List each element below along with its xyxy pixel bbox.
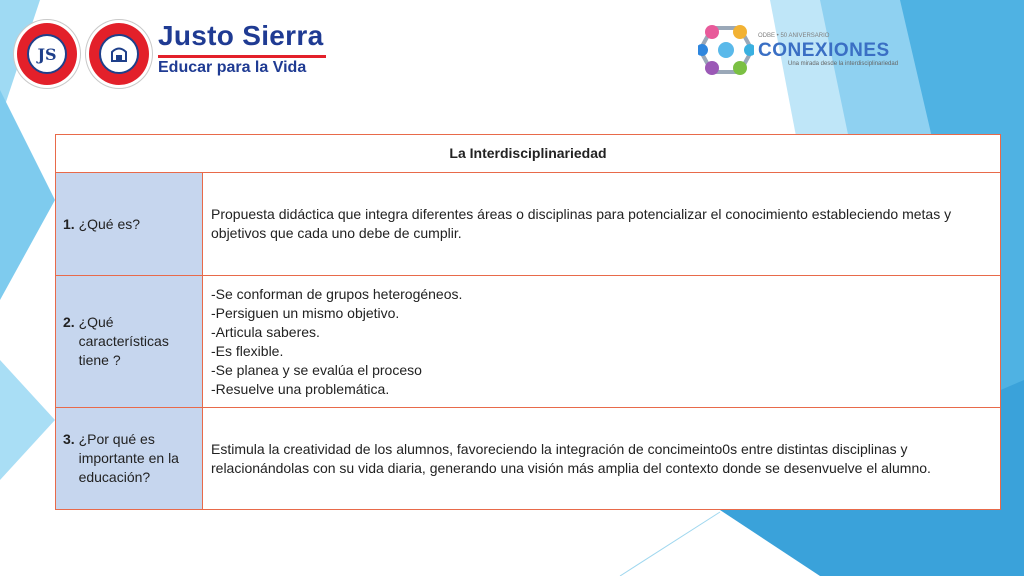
question-cell <box>56 408 203 510</box>
brand-subtitle: Educar para la Vida <box>158 59 307 76</box>
question-number: 2. <box>63 314 75 330</box>
conexiones-small-caption: ODBE • 50 ANIVERSARIO <box>758 33 830 39</box>
answer-cell <box>203 408 1001 510</box>
justo-sierra-seal-logo <box>14 20 80 88</box>
question-text: ¿Qué características tiene ? <box>78 314 169 368</box>
interdisciplinariedad-table <box>55 134 1001 510</box>
school-crest-logo <box>86 20 152 88</box>
brand-underline <box>158 55 326 58</box>
left-shape-mid <box>0 90 55 300</box>
question-number: 3. <box>63 431 75 447</box>
answer-line: objetivos que cada uno debe de cumplir. <box>211 225 462 241</box>
answer-line: -Se conforman de grupos heterogéneos. <box>211 285 463 302</box>
question-number: 1. <box>63 215 75 232</box>
crest-icon <box>99 34 139 74</box>
answer-line: -Persiguen un mismo objetivo. <box>211 304 400 321</box>
table-title: La Interdisciplinariedad <box>56 135 1001 173</box>
question-cell <box>56 276 203 408</box>
table-row <box>56 173 1001 276</box>
answer-line: -Articula saberes. <box>211 323 320 340</box>
question-text: ¿Qué es? <box>78 215 141 232</box>
answer-line: Estimula la creatividad de los alumnos, favoreciendo la integración de concimeinto0s entre distintas disciplinas y <box>211 440 908 457</box>
answer-line: -Es flexible. <box>211 342 284 359</box>
answer-cell <box>203 276 1001 408</box>
conexiones-title: CONEXIONES <box>758 40 890 61</box>
answer-line: -Resuelve una problemática. <box>211 380 390 397</box>
question-text: ¿Por qué es importante en la educación? <box>78 431 179 485</box>
answer-cell <box>203 173 1001 276</box>
seal-mark: JS <box>27 34 67 74</box>
answer-line: -Se planea y se evalúa el proceso <box>211 361 422 378</box>
conexiones-network-icon <box>698 24 754 76</box>
conexiones-subtitle: Una mirada desde la interdisciplinariedad <box>788 61 899 67</box>
table-row <box>56 408 1001 510</box>
table-row <box>56 276 1001 408</box>
question-cell <box>56 173 203 276</box>
brand-title: Justo Sierra <box>158 20 324 51</box>
decor-line <box>620 512 720 576</box>
answer-line: Propuesta didáctica que integra diferentes áreas o disciplinas para potencializar el conocimiento estableciendo metas y <box>211 206 952 222</box>
left-shape-bottom <box>0 360 55 480</box>
answer-line: relacionándolas con su vida diaria, generando una visión más amplia del contexto donde se desenvuelve el alumno. <box>211 459 931 476</box>
